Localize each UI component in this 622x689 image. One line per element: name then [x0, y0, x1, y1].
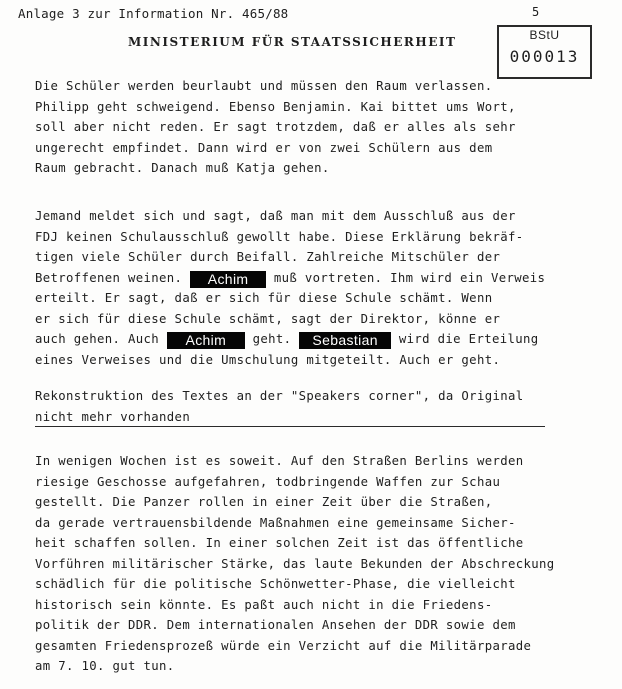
text-line: gesamten Friedensprozeß würde ein Verzicht auf die Militärparade [35, 638, 532, 653]
text-line: eines Verweises und die Umschulung mitgeteilt. Auch er geht. [35, 352, 501, 367]
paragraph-3 [35, 451, 554, 677]
stamp-number: 000013 [509, 47, 580, 66]
redaction-name-label: Achim [190, 271, 266, 288]
text-line [35, 329, 545, 350]
text-line: Jemand meldet sich und sagt, daß man mit dem Ausschluß aus der [35, 209, 516, 223]
text-line: riesige Geschosse aufgefahren, todbringende Waffen zur Schau [35, 474, 501, 489]
annex-header: Anlage 3 zur Information Nr. 465/88 [18, 6, 289, 21]
stamp-label: BStU [529, 28, 560, 42]
text-line: schädlich für die politische Schönwetter-Phase, die vielleicht [35, 577, 516, 591]
redaction-name-label: Sebastian [299, 332, 391, 349]
text-line: heit schaffen sollen. In einer solchen Zeit ist das öffentliche [35, 536, 524, 550]
ministry-title: MINISTERIUM FÜR STAATSSICHERHEIT [128, 35, 457, 49]
text-line: ungerecht empfindet. Dann wird er von zwei Schülern aus dem [35, 140, 493, 155]
text-line: Philipp geht schweigend. Ebenso Benjamin. Kai bittet ums Wort, [35, 99, 516, 114]
text-segment: muß vortreten. Ihm wird ein Verweis [273, 270, 546, 285]
paragraph-1 [35, 76, 516, 179]
text-line [35, 268, 545, 289]
section-heading [35, 386, 523, 427]
text-segment: geht. [252, 332, 292, 346]
redaction-name-label: Achim [167, 332, 245, 349]
heading-line: nicht mehr vorhanden [35, 409, 191, 424]
text-line: er sich für diese Schule schämt, sagt der Direktor, könne er [35, 311, 501, 326]
text-line: tigen viele Schüler durch Beifall. Zahlreiche Mitschüler der [35, 250, 501, 264]
text-line: erteilt. Er sagt, daß er sich für diese Schule schämt. Wenn [35, 291, 493, 305]
text-line: Raum gebracht. Danach muß Katja gehen. [35, 161, 330, 175]
text-line: da gerade vertrauensbildende Maßnahmen eine gemeinsame Sicher- [35, 515, 516, 530]
text-line: In wenigen Wochen ist es soweit. Auf den Straßen Berlins werden [35, 454, 524, 468]
text-line: Die Schüler werden beurlaubt und müssen den Raum verlassen. [35, 79, 493, 93]
page-number: 5 [532, 5, 540, 19]
text-line: historisch sein könnte. Es paßt auch nicht in die Friedens- [35, 597, 493, 612]
text-segment: wird die Erteilung [398, 332, 539, 346]
text-line: FDJ keinen Schulausschluß gewollt habe. Diese Erklärung bekräf- [35, 229, 524, 244]
text-segment: Betroffenen weinen. [35, 270, 183, 285]
text-line: am 7. 10. gut tun. [35, 659, 175, 673]
text-line: soll aber nicht reden. Er sagt trotzdem, daß er alles als sehr [35, 120, 516, 134]
paragraph-2 [35, 206, 545, 370]
archive-stamp [497, 25, 592, 79]
text-line: gestellt. Die Panzer rollen in einer Zeit über die Straßen, [35, 495, 493, 509]
heading-underline [35, 426, 545, 427]
text-line: politik der DDR. Dem internationalen Ansehen der DDR sowie dem [35, 618, 516, 632]
text-segment: auch gehen. Auch [35, 332, 160, 346]
heading-line: Rekonstruktion des Textes an der "Speakers corner", da Original [35, 389, 524, 403]
text-line: Vorführen militärischer Stärke, das laute Bekunden der Abschreckung [35, 556, 555, 571]
